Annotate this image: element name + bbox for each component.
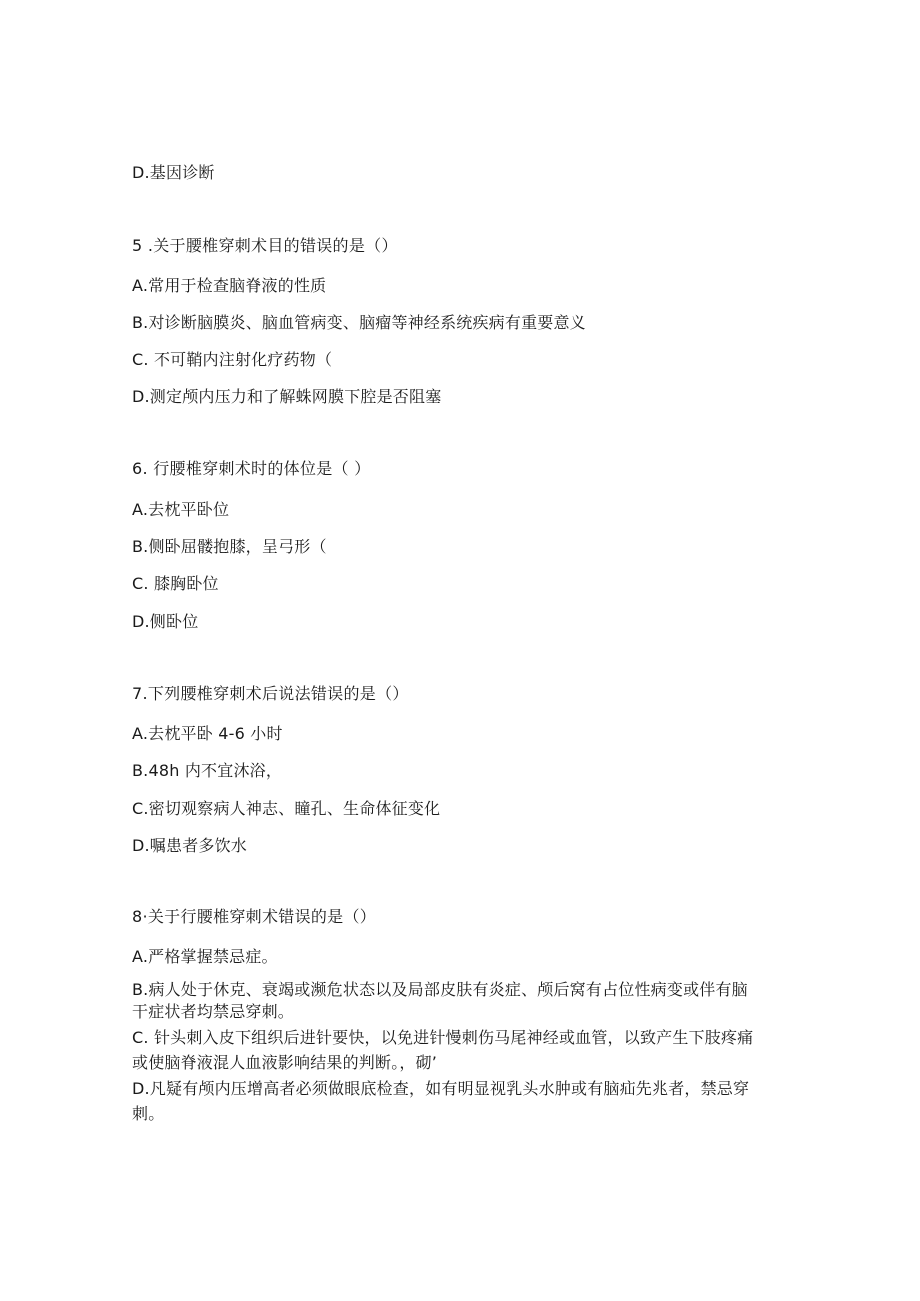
question-7-option-b: B.48h 内不宜沐浴，	[132, 761, 283, 780]
question-5-option-c: C. 不可鞘内注射化疗药物（	[132, 350, 333, 369]
prev-question-option-d: D.基因诊断	[132, 163, 215, 182]
question-6-stem: 6. 行腰椎穿刺术时的体位是（ ）	[132, 459, 371, 478]
question-8-option-b: B.病人处于休克、衰竭或濒危状态以及局部皮肤有炎症、颅后窝有占位性病变或伴有脑	[132, 980, 748, 999]
question-6-option-d: D.侧卧位	[132, 612, 199, 631]
question-5-option-b: B.对诊断脑膜炎、脑血管病变、脑瘤等神经系统疾病有重要意义	[132, 313, 586, 332]
question-8-option-c: C. 针头刺入皮下组织后进针要快，以免进针慢刺伤马尾神经或血管，以致产生下肢疼痛	[132, 1028, 754, 1047]
question-6-option-b: B.侧卧屈髅抱膝，呈弓形（	[132, 537, 327, 556]
question-5-stem: 5 .关于腰椎穿刺术目的错误的是（）	[132, 236, 398, 255]
question-5-option-d: D.测定颅内压力和了解蛛网膜下腔是否阻塞	[132, 387, 442, 406]
question-8-option-a: A.严格掌握禁忌症。	[132, 947, 278, 966]
question-7-option-a: A.去枕平卧 4-6 小时	[132, 724, 283, 743]
question-7-option-d: D.嘱患者多饮水	[132, 836, 248, 855]
question-8-stem: 8·关于行腰椎穿刺术错误的是（）	[132, 907, 377, 926]
question-8-option-d-continued: 刺。	[132, 1104, 165, 1123]
question-5-option-a: A.常用于检查脑脊液的性质	[132, 276, 327, 295]
question-7-option-c: C.密切观察病人神志、瞳孔、生命体征变化	[132, 799, 441, 818]
question-8-option-d: D.凡疑有颅内压增高者必须做眼底检查，如有明显视乳头水肿或有脑疝先兆者，禁忌穿	[132, 1079, 750, 1098]
question-6-option-c: C. 膝胸卧位	[132, 574, 219, 593]
question-6-option-a: A.去枕平卧位	[132, 500, 230, 519]
question-7-stem: 7.下列腰椎穿刺术后说法错误的是（）	[132, 684, 409, 703]
question-8-option-c-continued: 或使脑脊液混人血液影响结果的判断。，砌’	[132, 1053, 438, 1072]
question-8-option-b-continued: 干症状者均禁忌穿刺。	[132, 1002, 295, 1021]
